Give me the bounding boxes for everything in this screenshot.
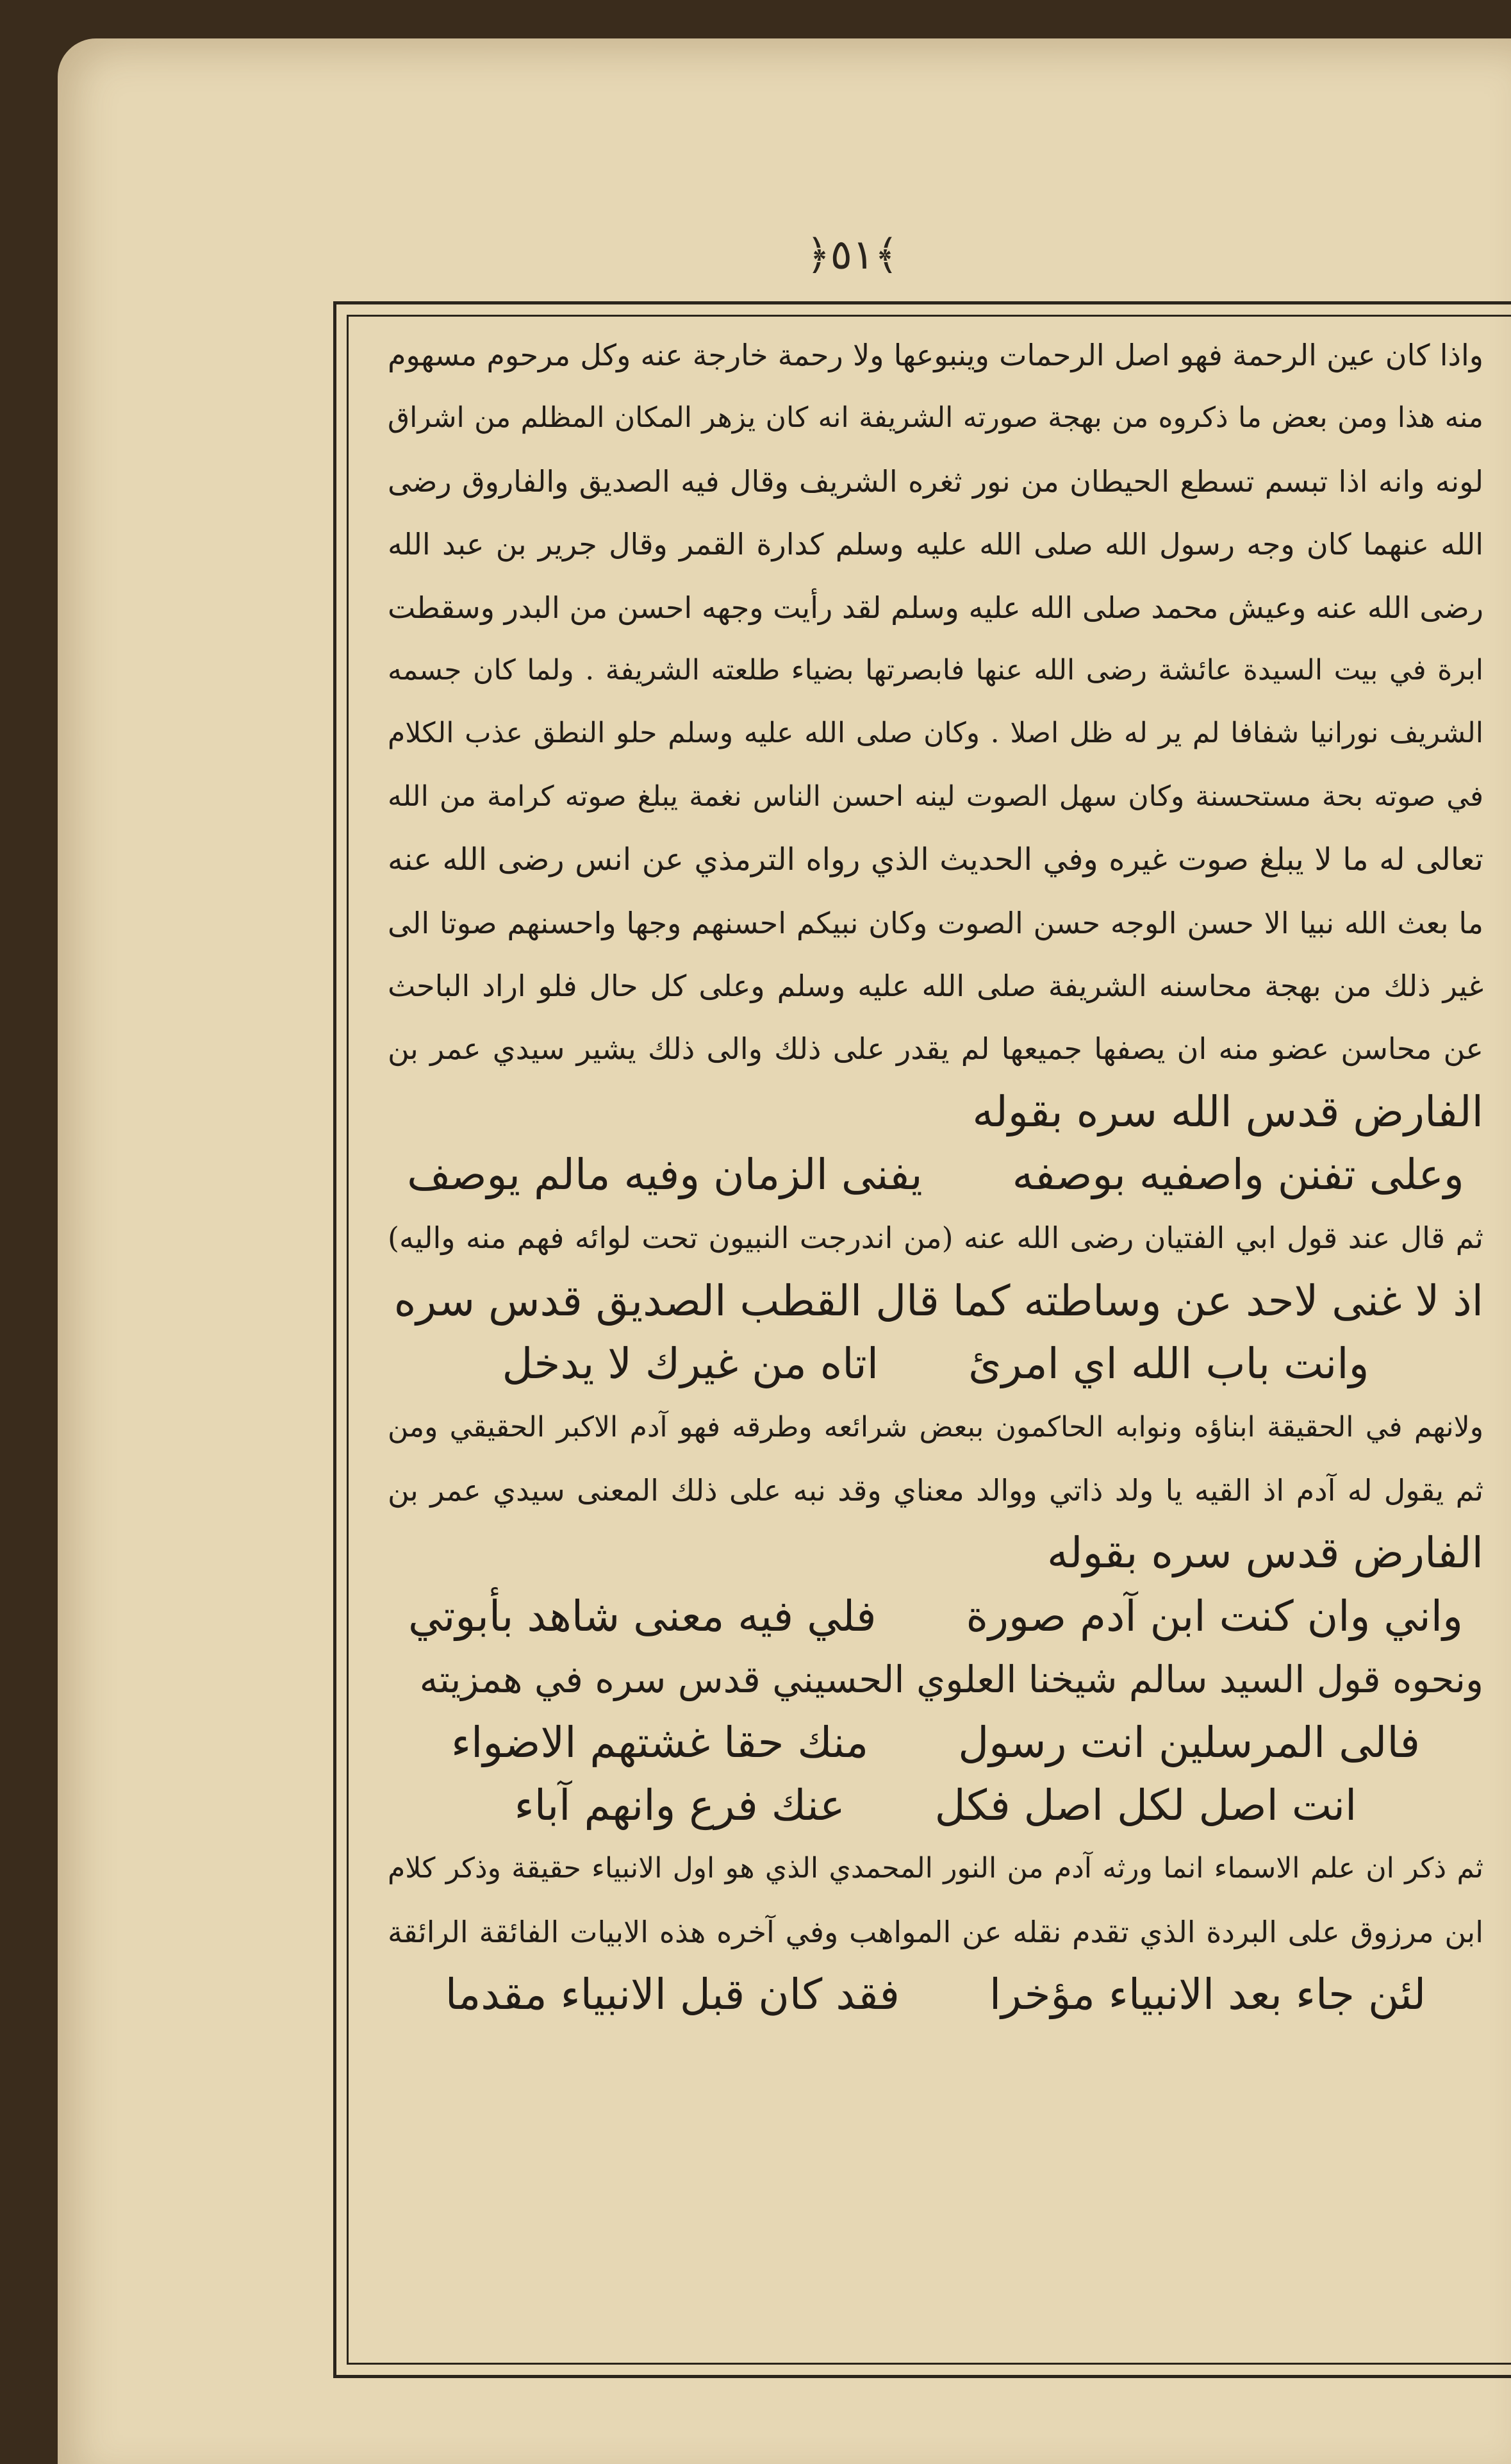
text-line: عن محاسن عضو منه ان يصفها جميعها لم يقدر على ذلك والى ذلك يشير سيدي عمر بن	[388, 1031, 1483, 1067]
text-line: ثم قال عند قول ابي الفتيان رضى الله عنه (من اندرجت النبيون تحت لوائه فهم منه واليه)	[388, 1220, 1483, 1256]
text-line: ونحوه قول السيد سالم شيخنا العلوي الحسيني قدس سره في همزيته	[419, 1658, 1483, 1702]
text-line: ولانهم في الحقيقة ابناؤه ونوابه الحاكمون ببعض شرائعه وطرقه فهو آدم الاكبر الحقيقي ومن	[388, 1410, 1483, 1444]
text-line: غير ذلك من بهجة محاسنه الشريفة صلى الله عليه وسلم وعلى كل حال فلو اراد الباحث	[388, 968, 1483, 1003]
verse-hemistich-first: وانت باب الله اي امرئ	[968, 1339, 1369, 1389]
text-line: ابن مرزوق على البردة الذي تقدم نقله عن المواهب وفي آخره هذه الابيات الفائقة الرائقة	[388, 1914, 1483, 1949]
verse-line	[388, 1585, 1483, 1648]
verse-line	[388, 1774, 1483, 1837]
verse-hemistich-second: اتاه من غيرك لا يدخل	[502, 1339, 879, 1389]
verse-line	[388, 1711, 1483, 1774]
text-line: الفارض قدس الله سره بقوله	[972, 1086, 1483, 1136]
text-line: منه هذا ومن بعض ما ذكروه من بهجة صورته الشريفة انه كان يزهر المكان المظلم من اشراق	[388, 401, 1483, 435]
verse-line	[388, 1144, 1483, 1206]
text-line: ثم ذكر ان علم الاسماء انما ورثه آدم من النور المحمدي الذي هو اول الانبياء حقيقة وذكر كلام	[388, 1852, 1484, 1885]
text-line: ما بعث الله نبيا الا حسن الوجه حسن الصوت وكان نبيكم احسنهم وجها واحسنهم صوتا الى	[388, 905, 1483, 940]
verse-line	[388, 1963, 1483, 2026]
verse-hemistich-second: منك حقا غشتهم الاضواء	[450, 1717, 869, 1767]
verse-hemistich-first: لئن جاء بعد الانبياء مؤخرا	[989, 1970, 1426, 2020]
page-number: ﴾٥١﴿	[806, 231, 898, 279]
text-line: اذ لا غنى لاحد عن وساطته كما قال القطب الصديق قدس سره	[393, 1276, 1483, 1326]
book-page	[58, 38, 1511, 2464]
verse-line	[388, 1333, 1483, 1395]
text-line: ابرة في بيت السيدة عائشة رضى الله عنها فابصرتها بضياء طلعته الشريفة . ولما كان جسمه	[388, 653, 1483, 687]
text-line: الله عنهما كان وجه رسول الله صلى الله عليه وسلم كدارة القمر وقال جرير بن عبد الله	[388, 527, 1483, 562]
text-line: الشريف نورانيا شفافا لم ير له ظل اصلا . وكان صلى الله عليه وسلم حلو النطق عذب الكلام	[388, 717, 1483, 750]
text-line: واذا كان عين الرحمة فهو اصل الرحمات وينبوعها ولا رحمة خارجة عنه وكل مرحوم مسهوم	[388, 338, 1483, 372]
verse-hemistich-second: عنك فرع وانهم آباء	[514, 1780, 845, 1830]
verse-hemistich-first: وعلى تفنن واصفيه بوصفه	[1012, 1150, 1464, 1200]
text-line: في صوته بحة مستحسنة وكان سهل الصوت لينه احسن الناس نغمة يبلغ صوته كرامة من الله	[388, 779, 1484, 813]
verse-hemistich-second: يفنى الزمان وفيه مالم يوصف	[407, 1150, 923, 1200]
text-line: لونه وانه اذا تبسم تسطع الحيطان من نور ثغره الشريف وقال فيه الصديق والفاروق رضى	[388, 463, 1483, 499]
text-block	[388, 324, 1483, 2027]
verse-hemistich-first: فالى المرسلين انت رسول	[958, 1717, 1421, 1767]
text-line: رضى الله عنه وعيش محمد صلى الله عليه وسلم لقد رأيت وجهه احسن من البدر وسقطت	[388, 590, 1483, 625]
text-line: تعالى له ما لا يبلغ صوت غيره وفي الحديث الذي رواه الترمذي عن انس رضى الله عنه	[388, 842, 1483, 878]
text-line: ثم يقول له آدم اذ القيه يا ولد ذاتي ووالد معناي وقد نبه على ذلك المعنى سيدي عمر بن	[388, 1473, 1483, 1508]
verse-hemistich-second: فلي فيه معنى شاهد بأبوتي	[408, 1591, 877, 1641]
verse-hemistich-second: فقد كان قبل الانبياء مقدما	[445, 1970, 900, 2020]
text-line: الفارض قدس سره بقوله	[1047, 1528, 1483, 1578]
verse-hemistich-first: انت اصل لكل اصل فكل	[934, 1780, 1357, 1830]
verse-hemistich-first: واني وان كنت ابن آدم صورة	[966, 1591, 1463, 1641]
text-frame	[333, 301, 1511, 2378]
